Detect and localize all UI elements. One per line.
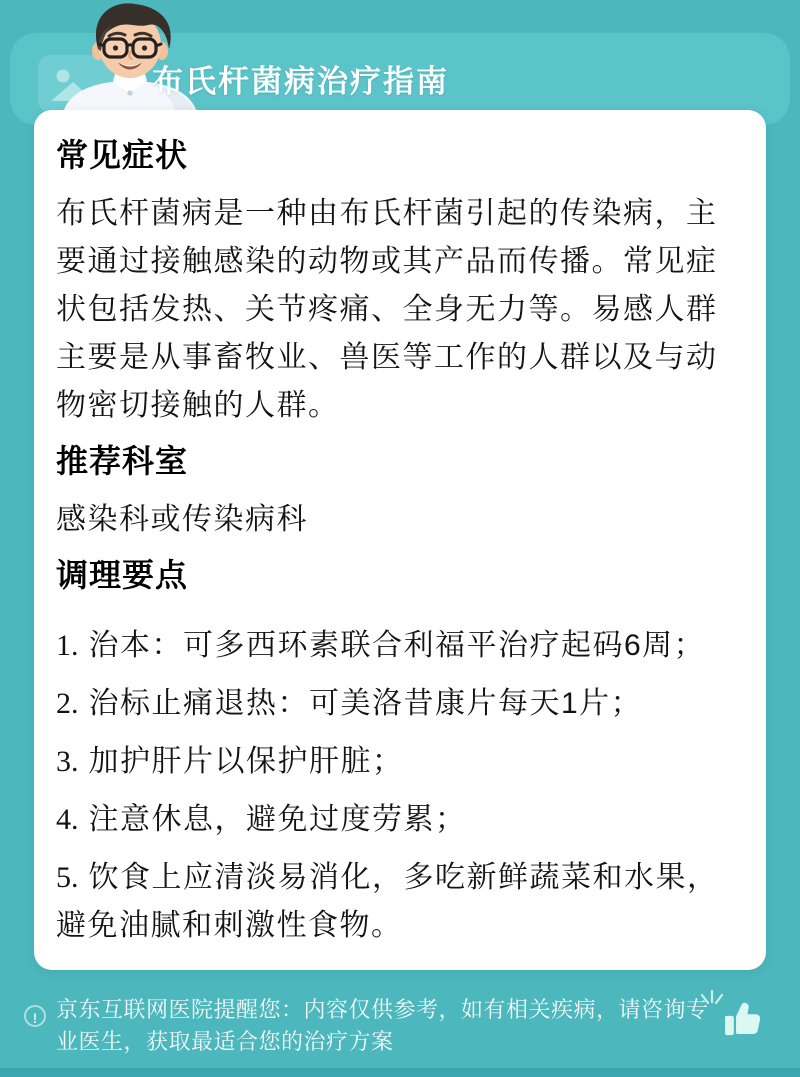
item-number: 2. (56, 687, 79, 720)
symptoms-paragraph: 布氏杆菌病是一种由布氏杆菌引起的传染病，主要通过接触感染的动物或其产品而传播。常见症状包括发热、关节疼痛、全身无力等。易感人群主要是从事畜牧业、兽医等工作的人群以及与动物密切接触的人群。 (56, 197, 718, 422)
disclaimer-text: 京东互联网医院提醒您：内容仅供参考，如有相关疾病，请咨询专业医生，获取最适合您的治疗方案 (56, 997, 709, 1054)
item-text: 加护肝片以保护肝脏； (88, 745, 404, 778)
item-text: 治标止痛退热：可美洛昔康片每天1片； (88, 687, 643, 720)
care-point-item (56, 622, 744, 670)
info-icon: ! (24, 1005, 46, 1027)
section-heading-department: 推荐科室 (56, 443, 189, 479)
item-number: 4. (56, 803, 79, 836)
care-point-item (56, 796, 744, 844)
content-card (34, 110, 766, 970)
section-heading-care-points: 调理要点 (56, 557, 189, 593)
page-title: 布氏杆菌病治疗指南 (152, 64, 449, 99)
section-heading-symptoms: 常见症状 (56, 137, 189, 173)
item-text: 治本：可多西环素联合利福平治疗起码6周； (88, 629, 706, 662)
item-number: 3. (56, 745, 79, 778)
disclaimer-footer (24, 994, 724, 1058)
item-number: 1. (56, 629, 79, 662)
bottom-strip (0, 1068, 800, 1077)
care-point-item (56, 738, 744, 786)
item-number: 5. (56, 861, 79, 894)
department-paragraph: 感染科或传染病科 (56, 503, 308, 536)
item-text: 饮食上应清淡易消化，多吃新鲜蔬菜和水果，避免油腻和刺激性食物。 (56, 861, 719, 942)
care-point-item (56, 680, 744, 728)
thumbs-up-icon[interactable] (721, 997, 765, 1041)
care-point-item (56, 854, 744, 950)
item-text: 注意休息，避免过度劳累； (88, 803, 467, 836)
